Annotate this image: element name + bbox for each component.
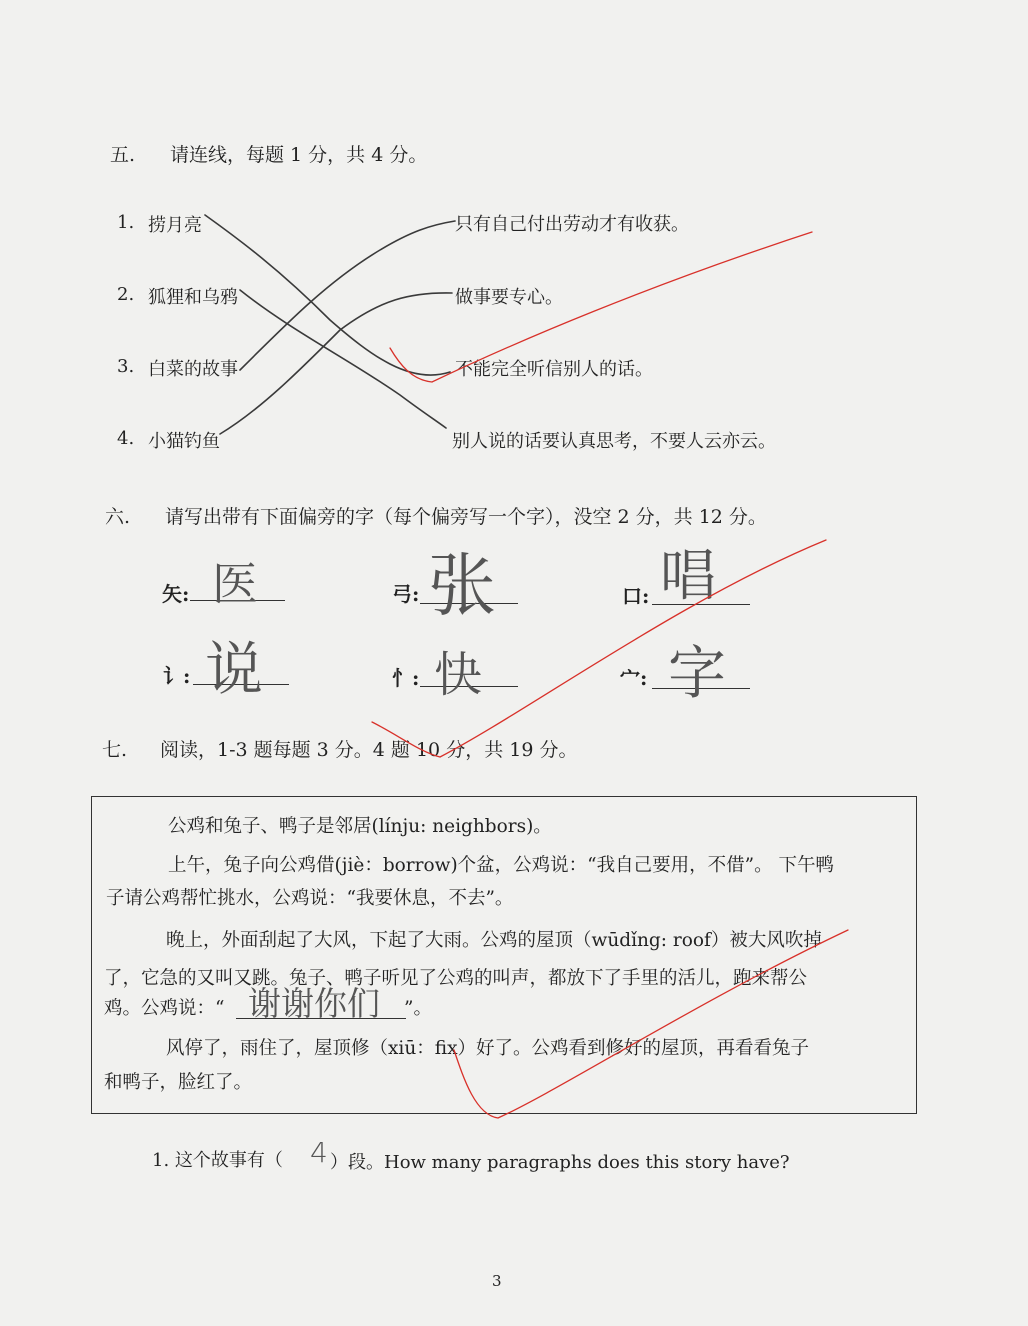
match-left-1-num: 1.: [117, 212, 135, 233]
radical-6: 宀:: [620, 666, 648, 690]
match-line-1-3: [205, 215, 450, 375]
page-number: 3: [492, 1272, 502, 1290]
match-left-2: 狐狸和乌鸦: [148, 287, 238, 308]
answer-4: 说: [205, 635, 264, 703]
radical-4: 讠:: [163, 664, 191, 688]
match-right-4: 别人说的话要认真思考，不要人云亦云。: [452, 431, 776, 452]
answer-2: 张: [428, 547, 497, 626]
question-1-prefix: 1. 这个故事有（: [152, 1150, 283, 1171]
match-left-4-num: 4.: [117, 428, 135, 449]
answer-6: 字: [668, 639, 727, 707]
section7-heading: 七.: [102, 739, 128, 761]
question-1-answer: 4: [310, 1136, 328, 1169]
answer-1: 医: [212, 557, 258, 611]
question-1-suffix: ）段。How many paragraphs does this story have?: [330, 1152, 790, 1173]
match-left-3-num: 3.: [117, 356, 135, 377]
match-left-4: 小猫钓鱼: [148, 431, 220, 452]
story-blank-line: [236, 1018, 406, 1019]
match-right-1: 只有自己付出劳动才有收获。: [455, 214, 689, 235]
story-line-4: 晚上，外面刮起了大风，下起了大雨。公鸡的屋顶（wūdǐng: roof）被大风吹掉: [166, 930, 822, 951]
story-line-6-prefix: 鸡。公鸡说：“: [104, 998, 225, 1019]
match-right-2: 做事要专心。: [455, 287, 563, 308]
radical-1: 矢:: [162, 582, 190, 606]
match-right-3: 不能完全听信别人的话。: [455, 359, 653, 380]
match-left-1: 捞月亮: [148, 215, 202, 236]
story-line-3: 子请公鸡帮忙挑水，公鸡说：“我要休息，不去”。: [106, 888, 514, 909]
radical-5: 忄:: [392, 666, 420, 690]
answer-3: 唱: [660, 544, 716, 609]
section6-instruction: 请写出带有下面偏旁的字（每个偏旁写一个字），没空 2 分，共 12 分。: [165, 506, 767, 528]
story-line-7: 风停了，雨住了，屋顶修（xiū：fix）好了。公鸡看到修好的屋顶，再看看兔子: [166, 1038, 810, 1059]
story-line-1: 公鸡和兔子、鸭子是邻居(línju: neighbors)。: [168, 816, 552, 837]
story-handwritten-answer: 谢谢你们: [248, 984, 380, 1023]
reading-passage-box: [91, 796, 917, 1114]
section6-heading: 六.: [105, 506, 131, 528]
match-line-3-1: [240, 221, 455, 370]
story-line-2: 上午，兔子向公鸡借(jiè：borrow)个盆，公鸡说：“我自己要用，不借”。 下午鸭: [168, 855, 834, 876]
match-left-3: 白菜的故事: [148, 359, 238, 380]
match-line-2-4: [240, 290, 446, 428]
story-line-5: 了，它急的又叫又跳。兔子、鸭子听见了公鸡的叫声，都放下了手里的活儿，跑来帮公: [104, 968, 808, 989]
radical-2: 弓:: [392, 582, 420, 606]
section5-heading: 五.: [110, 144, 136, 166]
section5-instruction: 请连线，每题 1 分，共 4 分。: [170, 144, 428, 166]
story-line-8: 和鸭子，脸红了。: [104, 1072, 253, 1093]
section7-instruction: 阅读，1-3 题每题 3 分。4 题 10 分，共 19 分。: [160, 739, 578, 761]
match-left-2-num: 2.: [117, 284, 135, 305]
story-line-6-suffix: ”。: [404, 998, 432, 1019]
radical-3: 口:: [622, 584, 650, 608]
match-line-4-2: [220, 293, 452, 434]
answer-5: 快: [434, 647, 483, 703]
